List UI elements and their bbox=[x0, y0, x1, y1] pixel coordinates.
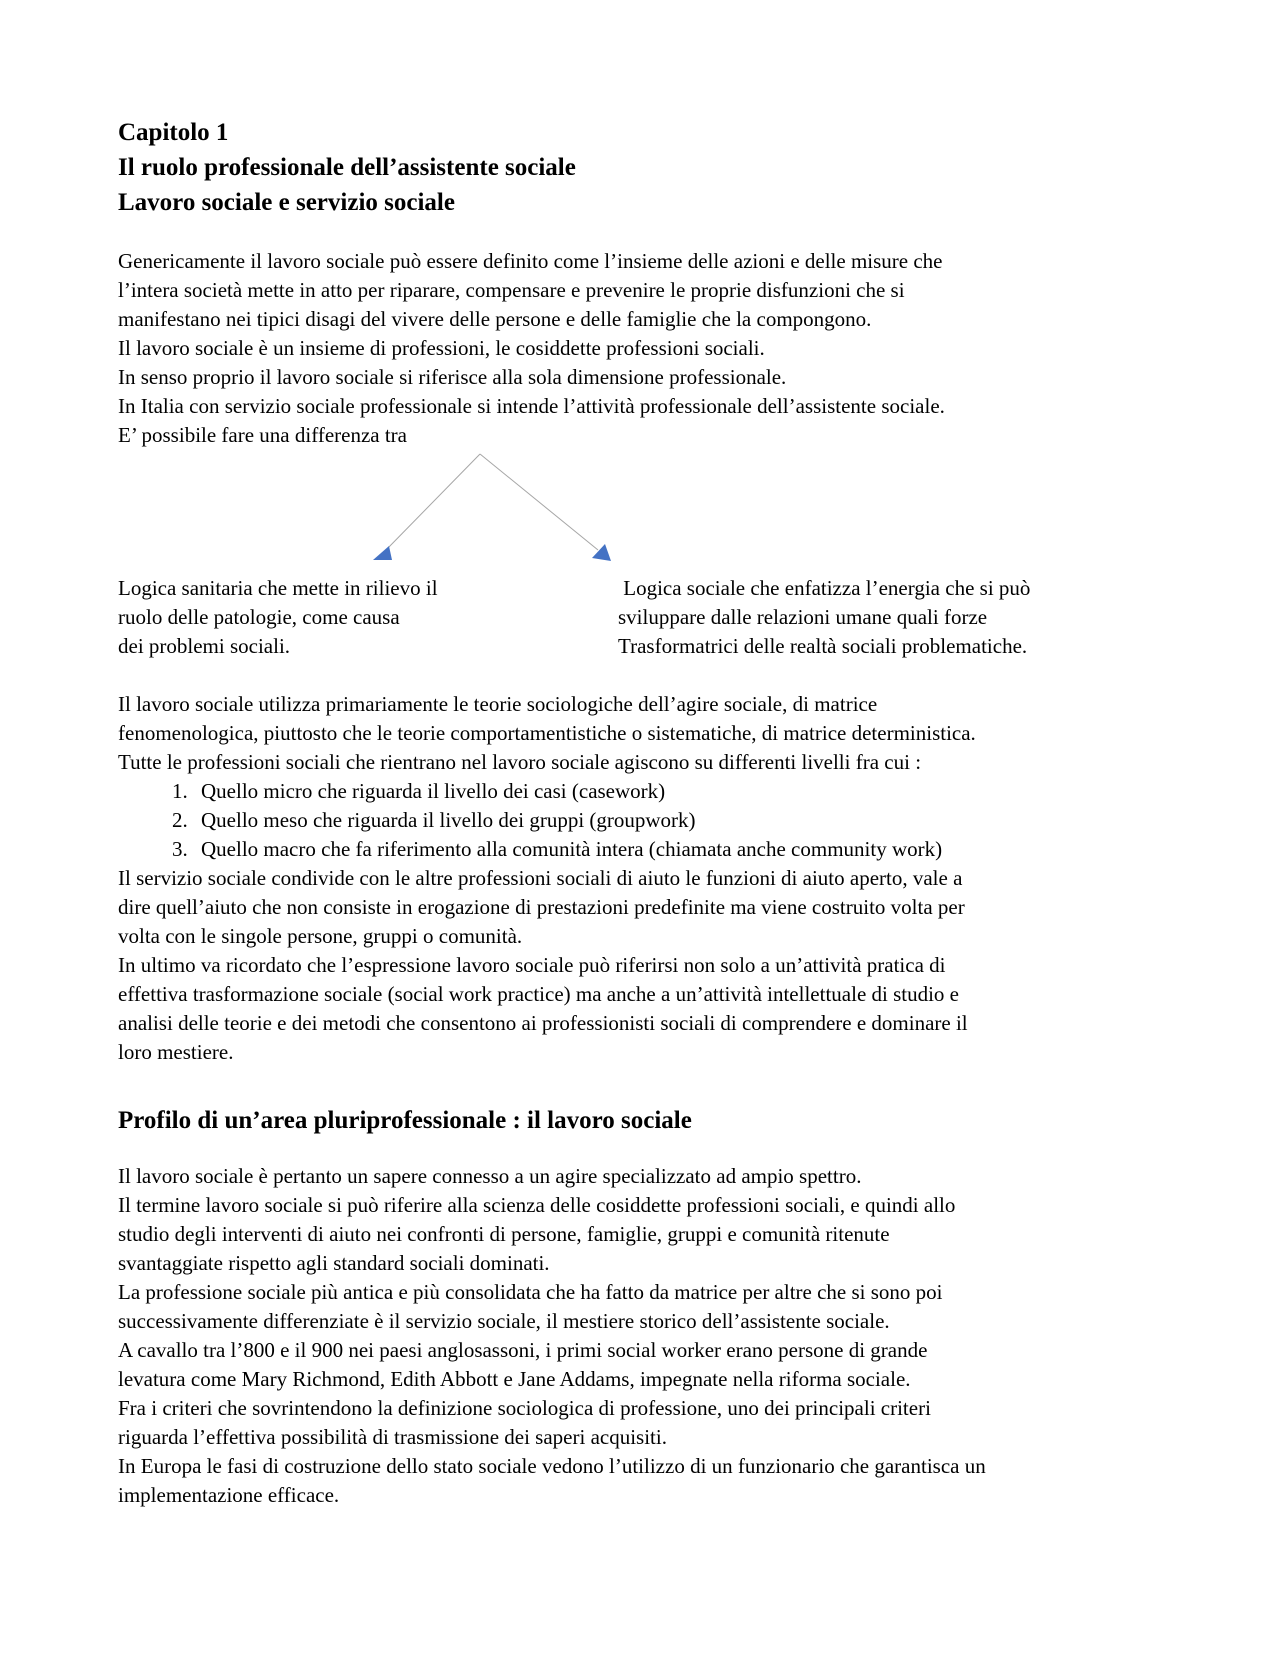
text-line: Il lavoro sociale è un insieme di professioni, le cosiddette professioni sociali. bbox=[118, 336, 765, 360]
section2-paragraph bbox=[118, 1162, 1178, 1510]
intro-paragraph bbox=[118, 247, 1178, 450]
text-line: In Italia con servizio sociale professionale si intende l’attività professionale dell’assistente sociale. bbox=[118, 394, 945, 418]
split-columns bbox=[118, 574, 1178, 661]
text-line: manifestano nei tipici disagi del vivere delle persone e delle famiglie che la compongono. bbox=[118, 307, 872, 331]
chapter-label: Capitolo 1 bbox=[118, 119, 229, 146]
text-line: dei problemi sociali. bbox=[118, 634, 291, 658]
text-line: levatura come Mary Richmond, Edith Abbott e Jane Addams, impegnate nella riforma sociale. bbox=[118, 1367, 911, 1391]
levels-paragraph bbox=[118, 690, 1178, 777]
text-line: Fra i criteri che sovrintendono la definizione sociologica di professione, uno dei principali criteri bbox=[118, 1396, 931, 1420]
text-line: Tutte le professioni sociali che rientrano nel lavoro sociale agiscono su differenti livelli fra cui : bbox=[118, 750, 922, 774]
text-line: Il lavoro sociale utilizza primariamente le teorie sociologiche dell’agire sociale, di matrice bbox=[118, 692, 878, 716]
text-line: A cavallo tra l’800 e il 900 nei paesi anglosassoni, i primi social worker erano persone di grande bbox=[118, 1338, 928, 1362]
text-line: successivamente differenziate è il servizio sociale, il mestiere storico dell’assistente sociale. bbox=[118, 1309, 890, 1333]
text-line: Logica sociale che enfatizza l’energia che si può bbox=[618, 576, 1031, 600]
arrowhead-left-icon bbox=[373, 546, 392, 560]
split-right-column bbox=[618, 574, 1138, 661]
text-line: svantaggiate rispetto agli standard sociali dominati. bbox=[118, 1251, 550, 1275]
text-line: Il lavoro sociale è pertanto un sapere connesso a un agire specializzato ad ampio spettro. bbox=[118, 1164, 862, 1188]
text-line: Trasformatrici delle realtà sociali problematiche. bbox=[618, 634, 1028, 658]
section-title: Profilo di un’area pluriprofessionale : il lavoro sociale bbox=[118, 1107, 692, 1134]
after-levels-paragraph bbox=[118, 864, 1178, 1067]
text-line: Genericamente il lavoro sociale può essere definito come l’insieme delle azioni e delle misure che bbox=[118, 249, 943, 273]
text-line: volta con le singole persone, gruppi o comunità. bbox=[118, 924, 523, 948]
text-line: riguarda l’effettiva possibilità di trasmissione dei saperi acquisiti. bbox=[118, 1425, 667, 1449]
split-left-column bbox=[118, 574, 558, 661]
text-line: In senso proprio il lavoro sociale si riferisce alla sola dimensione professionale. bbox=[118, 365, 787, 389]
text-line: l’intera società mette in atto per riparare, compensare e prevenire le proprie disfunzioni che si bbox=[118, 278, 905, 302]
text-line: implementazione efficace. bbox=[118, 1483, 340, 1507]
text-line: dire quell’aiuto che non consiste in erogazione di prestazioni predefinite ma viene costruito volta per bbox=[118, 895, 965, 919]
text-line: loro mestiere. bbox=[118, 1040, 234, 1064]
list-item: 1. Quello micro che riguarda il livello dei casi (casework) bbox=[193, 777, 1178, 806]
text-line: E’ possibile fare una differenza tra bbox=[118, 423, 407, 447]
document-page bbox=[118, 115, 1178, 1510]
text-line: studio degli interventi di aiuto nei confronti di persone, famiglie, gruppi e comunità ritenute bbox=[118, 1222, 890, 1246]
text-line: Il termine lavoro sociale si può riferire alla scienza delle cosiddette professioni sociali, e quindi allo bbox=[118, 1193, 956, 1217]
text-line: ruolo delle patologie, come causa bbox=[118, 605, 400, 629]
split-line-left bbox=[386, 454, 480, 550]
text-line: Logica sanitaria che mette in rilievo il bbox=[118, 576, 438, 600]
chapter-subtitle: Lavoro sociale e servizio sociale bbox=[118, 189, 455, 216]
chapter-title: Il ruolo professionale dell’assistente sociale bbox=[118, 154, 576, 181]
levels-list bbox=[118, 777, 1178, 864]
text-line: sviluppare dalle relazioni umane quali forze bbox=[618, 605, 988, 629]
text-line: fenomenologica, piuttosto che le teorie comportamentistiche o sistematiche, di matrice deterministica. bbox=[118, 721, 976, 745]
text-line: Il servizio sociale condivide con le altre professioni sociali di aiuto le funzioni di aiuto aperto, vale a bbox=[118, 866, 963, 890]
split-diagram bbox=[118, 450, 1178, 574]
text-line: La professione sociale più antica e più consolidata che ha fatto da matrice per altre che si sono poi bbox=[118, 1280, 943, 1304]
arrowhead-right-icon bbox=[592, 544, 611, 561]
text-line: effettiva trasformazione sociale (social work practice) ma anche a un’attività intellettuale di studio e bbox=[118, 982, 960, 1006]
list-item: 3. Quello macro che fa riferimento alla comunità intera (chiamata anche community work) bbox=[193, 835, 1178, 864]
text-line: analisi delle teorie e dei metodi che consentono ai professionisti sociali di comprendere e dominare il bbox=[118, 1011, 968, 1035]
text-line: In ultimo va ricordato che l’espressione lavoro sociale può riferirsi non solo a un’attività pratica di bbox=[118, 953, 946, 977]
split-line-right bbox=[480, 454, 598, 550]
text-line: In Europa le fasi di costruzione dello stato sociale vedono l’utilizzo di un funzionario che garantisca un bbox=[118, 1454, 986, 1478]
list-item: 2. Quello meso che riguarda il livello dei gruppi (groupwork) bbox=[193, 806, 1178, 835]
split-arrows-graphic bbox=[118, 450, 1178, 574]
